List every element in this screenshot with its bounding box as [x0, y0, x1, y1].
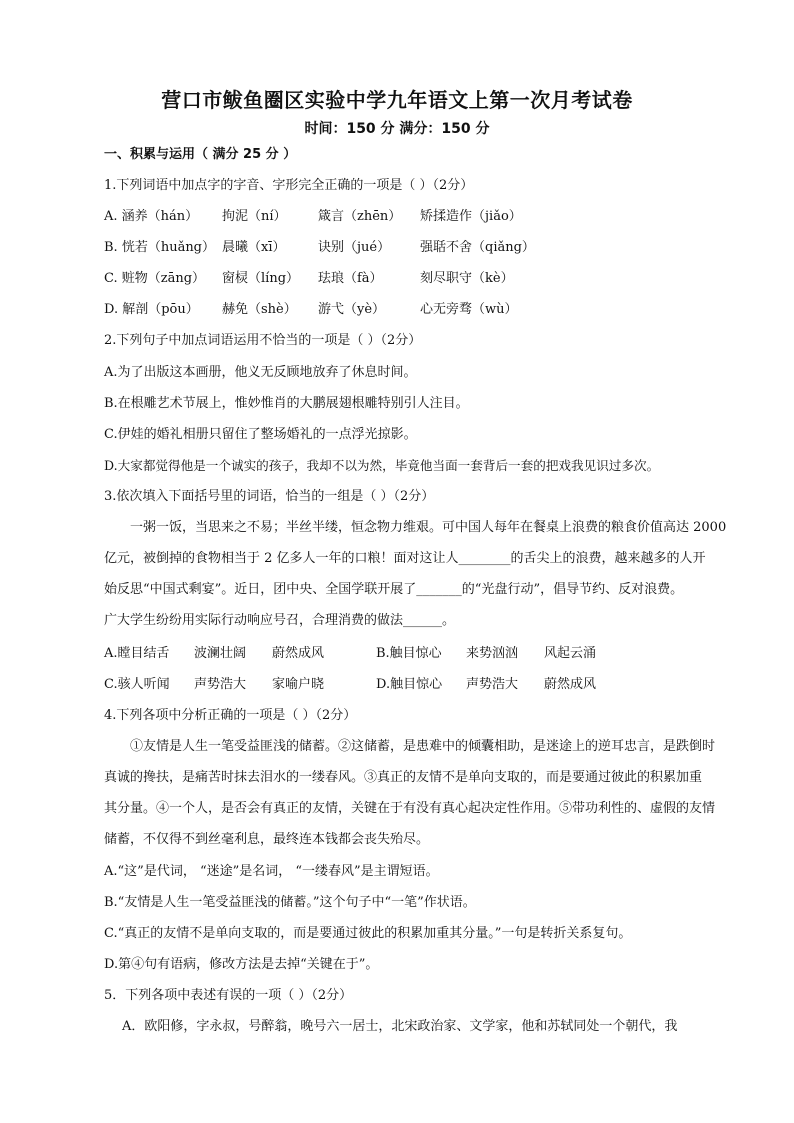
option-item: 蔚然成风 [272, 646, 325, 661]
question-5-stem: 5．下列各项中表述有误的一项（ ）（2分） [104, 988, 353, 1003]
option-item: 波澜壮阔 [194, 646, 247, 661]
option-item: D. 解剖（pōu） [104, 302, 199, 317]
question-1-option-c [104, 270, 514, 288]
question-4-option-b: B.“友情是人生一笔受益匪浅的储蓄。”这个句子中“一笔”作状语。 [104, 895, 476, 910]
option-item: 蔚然成风 [544, 677, 597, 692]
question-3-stem: 3.依次填入下面括号里的词语，恰当的一组是（ ）（2分） [104, 489, 435, 504]
question-4-option-a: A.“这”是代词， “迷途”是名词， “一缕春风”是主谓短语。 [104, 864, 439, 879]
question-2-stem: 2.下列句子中加点词语运用不恰当的一项是（ ）（2分） [104, 333, 422, 348]
option-item: 箴言（zhēn） [318, 209, 402, 224]
option-item: 晨曦（xī） [222, 240, 286, 255]
option-item: 家喻户晓 [272, 677, 325, 692]
option-item: 矫揉造作（jiǎo） [420, 209, 522, 224]
question-3-passage-line: 始反思“中国式剩宴”。近日，团中央、全国学联开展了_______的“光盘行动”，倡导节约、反对浪费。 [104, 582, 684, 597]
option-item: B.触目惊心 [376, 646, 442, 661]
option-item: 声势浩大 [466, 677, 519, 692]
option-item: 强聒不舍（qiǎng） [420, 240, 535, 255]
question-2-option-b: B.在根雕艺术节展上，惟妙惟肖的大鹏展翅根雕特别引人注目。 [104, 396, 469, 411]
question-2-option-a: A.为了出版这本画册，他义无反顾地放弃了休息时间。 [104, 365, 417, 380]
option-item: 诀别（jué） [318, 240, 391, 255]
question-1-option-b [104, 239, 535, 257]
option-item: 拘泥（ní） [222, 209, 287, 224]
section-heading: 一、积累与运用（ 满分 25 分 ） [104, 147, 297, 162]
option-item: A.瞠目结舌 [104, 646, 170, 661]
question-1-stem: 1.下列词语中加点字的字音、字形完全正确的一项是（ ）（2分） [104, 178, 474, 193]
question-3-passage-line: 广大学生纷纷用实际行动响应号召，合理消费的做法______。 [104, 613, 456, 628]
question-1-option-a [104, 208, 522, 226]
exam-subtitle: 时间：150 分 满分：150 分 [304, 121, 490, 137]
question-4-passage-line: ①友情是人生一笔受益匪浅的储蓄。②这储蓄，是患难中的倾囊相助，是迷途上的逆耳忠言，是跌倒时 [130, 739, 716, 754]
option-item: 游弋（yè） [318, 302, 386, 317]
option-item: 心无旁骛（wù） [420, 302, 518, 317]
question-3-options-cd [104, 676, 596, 694]
option-item: B. 恍若（huǎng） [104, 240, 216, 255]
question-3-passage-line: 一粥一饭，当思来之不易；半丝半缕，恒念物力维艰。可中国人每年在餐桌上浪费的粮食价值高达 2000 [130, 520, 727, 535]
question-4-passage-line: 其分量。④一个人，是否会有真正的友情，关键在于有没有真心起决定性作用。⑤带功利性的、虚假的友情 [104, 801, 716, 816]
option-item: A. 涵养（hán） [104, 209, 199, 224]
question-3-options-ab [104, 645, 596, 663]
option-item: 窗棂（líng） [222, 271, 300, 286]
exam-title: 营口市鲅鱼圈区实验中学九年语文上第一次月考试卷 [161, 88, 633, 112]
option-item: 刻尽职守（kè） [420, 271, 514, 286]
question-2-option-d: D.大家都觉得他是一个诚实的孩子，我却不以为然，毕竟他当面一套背后一套的把戏我见识过多次。 [104, 458, 660, 473]
option-item: C. 赃物（zāng） [104, 271, 206, 286]
option-item: D.触目惊心 [376, 677, 443, 692]
option-item: 声势浩大 [194, 677, 247, 692]
option-item: 赫免（shè） [222, 302, 297, 317]
question-4-stem: 4.下列各项中分析正确的一项是（ ）（2分） [104, 708, 357, 723]
option-item: 来势汹汹 [466, 646, 519, 661]
question-4-passage-line: 真诚的搀扶，是痛苦时抹去泪水的一缕春风。③真正的友情不是单向支取的，而是要通过彼此的积累加重 [104, 770, 703, 785]
question-1-option-d [104, 301, 518, 319]
option-item: C.骇人听闻 [104, 677, 170, 692]
question-2-option-c: C.伊娃的婚礼相册只留住了整场婚礼的一点浮光掠影。 [104, 427, 417, 442]
question-3-passage-line: 亿元，被倒掉的食物相当于 2 亿多人一年的口粮！面对这让人________的舌尖上的浪费，越来越多的人开 [104, 551, 706, 566]
question-5-option-a: A．欧阳修，字永叔，号醉翁，晚号六一居士，北宋政治家、文学家，他和苏轼同处一个朝代，我 [122, 1019, 678, 1034]
question-4-option-d: D.第④句有语病，修改方法是去掉“关键在于”。 [104, 957, 379, 972]
question-4-passage-line: 储蓄，不仅得不到丝毫利息，最终连本钱都会丧失殆尽。 [104, 832, 430, 847]
question-4-option-c: C.“真正的友情不是单向支取的，而是要通过彼此的积累加重其分量。”一句是转折关系复句。 [104, 926, 632, 941]
option-item: 珐琅（fà） [318, 271, 383, 286]
option-item: 风起云涌 [544, 646, 597, 661]
